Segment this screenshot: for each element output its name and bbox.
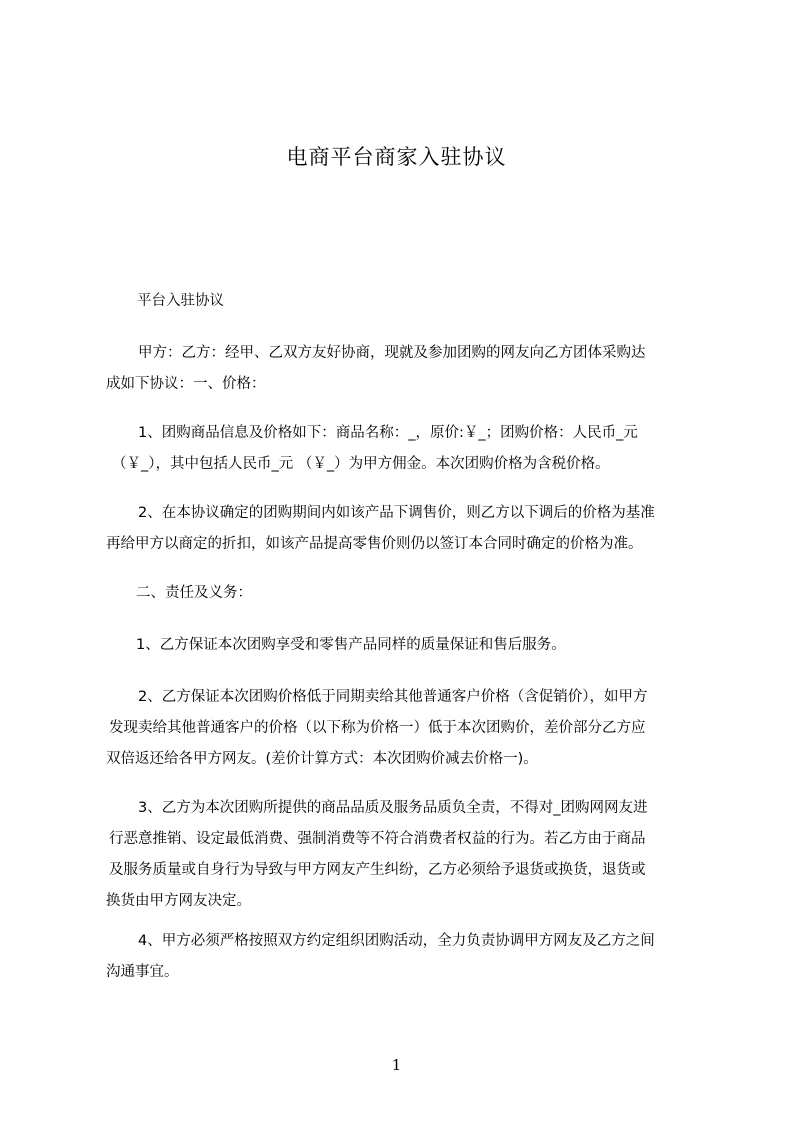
- clause-1-paragraph: [106, 418, 716, 480]
- duty-2-line-1: 2、乙方保证本次团购价格低于同期卖给其他普通客户价格（含促销价），如甲方: [138, 689, 648, 705]
- parties-paragraph: [106, 338, 716, 400]
- section-2-heading: [106, 578, 716, 609]
- duty-4-paragraph: [106, 926, 716, 988]
- parties-line-1: 甲方：乙方：经甲、乙双方友好协商，现就及参加团购的网友向乙方团体采购达: [138, 345, 646, 361]
- duty-3-line-3: 及服务质量或自身行为导致与甲方网友产生纠纷，乙方必须给予退货或换货，退货或: [109, 862, 646, 878]
- duty-2-line-2: 发现卖给其他普通客户的价格（以下称为价格一）低于本次团购价，差价部分乙方应: [109, 720, 646, 736]
- duty-3-paragraph: [106, 793, 716, 917]
- parties-line-2: 成如下协议：一、价格：: [106, 376, 266, 392]
- agreement-subtitle: [137, 286, 747, 317]
- duty-2-paragraph: [106, 682, 716, 775]
- clause-2-line-2: 再给甲方以商定的折扣，如该产品提高零售价则仍以签订本合同时确定的价格为准。: [106, 536, 643, 552]
- document-title: 电商平台商家入驻协议: [286, 145, 507, 169]
- duty-4-line-2: 沟通事宜。: [106, 964, 179, 980]
- page-number: 1: [391, 1056, 402, 1074]
- clause-1-line-1: 1、团购商品信息及价格如下：商品名称：_，原价:￥_；团购价格：人民币_元: [138, 425, 638, 441]
- clause-1-line-2: （￥_），其中包括人民币_元 （￥_）为甲方佣金。本次团购价格为含税价格。: [112, 456, 610, 472]
- duty-1-line-1: 1、乙方保证本次团购享受和零售产品同样的质量保证和售后服务。: [136, 637, 566, 653]
- subtitle-text: 平台入驻协议: [137, 293, 224, 309]
- duty-4-line-1: 4、甲方必须严格按照双方约定组织团购活动，全力负责协调甲方网友及乙方之间: [138, 933, 655, 949]
- duty-1-paragraph: [106, 630, 716, 661]
- clause-2-paragraph: [106, 498, 716, 560]
- duty-3-line-1: 3、乙方为本次团购所提供的商品品质及服务品质负全责，不得对_团购网网友进: [138, 800, 648, 816]
- duty-2-line-3: 双倍返还给各甲方网友。(差价计算方式：本次团购价减去价格一)。: [106, 751, 538, 767]
- duty-3-line-4: 换货由甲方网友决定。: [106, 893, 251, 909]
- clause-2-line-1: 2、在本协议确定的团购期间内如该产品下调售价，则乙方以下调后的价格为基准: [138, 505, 655, 521]
- section-2-heading-text: 二、责任及义务：: [136, 585, 252, 601]
- duty-3-line-2: 行恶意推销、设定最低消费、强制消费等不符合消费者权益的行为。若乙方由于商品: [109, 831, 646, 847]
